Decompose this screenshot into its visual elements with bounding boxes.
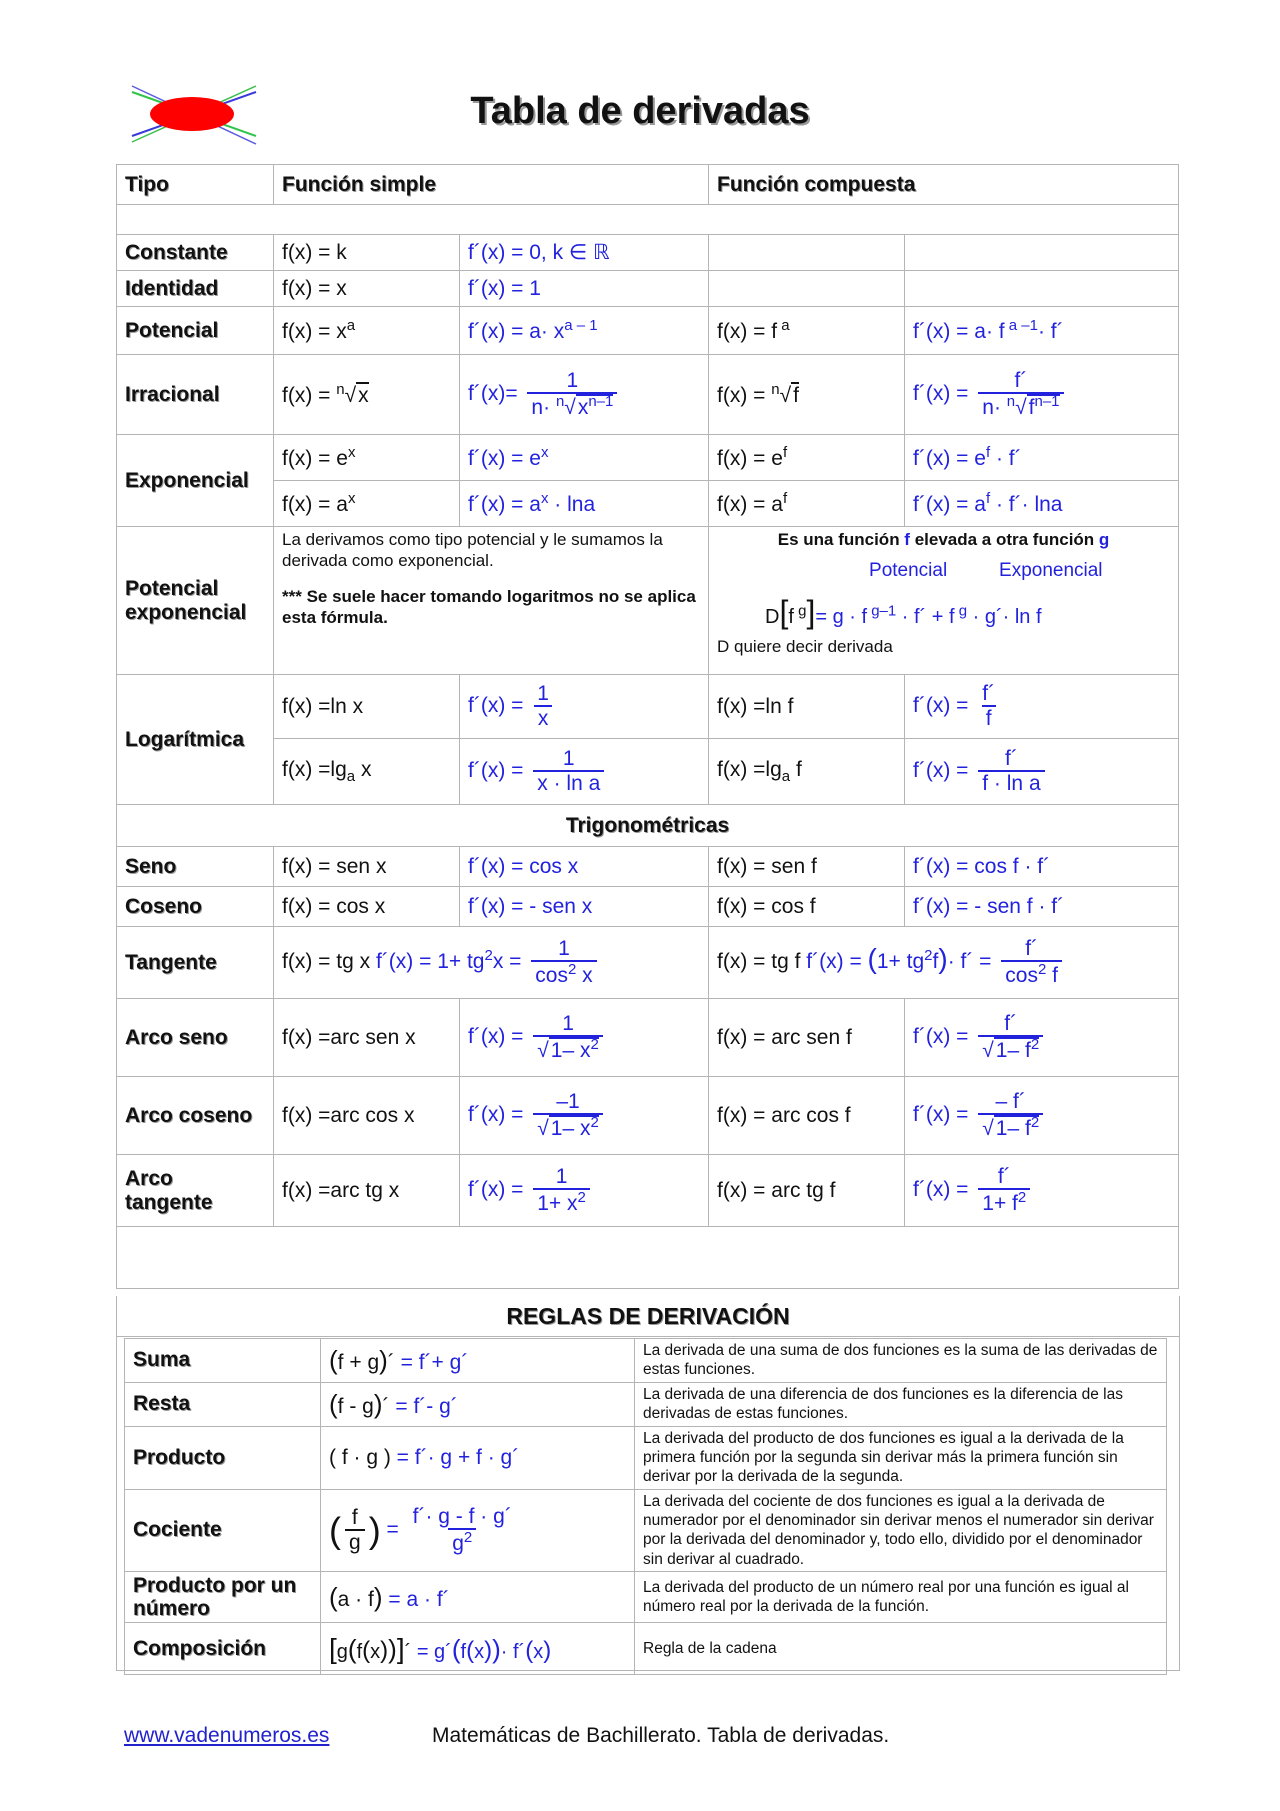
function-cell: f(x) = arc tg f [709,1155,905,1227]
empty-cell [905,271,1179,307]
rule-formula: ( f · g ) = f´· g + f · g´ [321,1426,635,1489]
rule-name: Producto por un número [125,1572,321,1623]
table-row [117,355,1179,435]
potexp-equation: D[f $^g$]= g · f $^{g-1}$ · f´ + f $^g$ · g´· ln f [765,594,1042,631]
table-row [117,1077,1179,1155]
rule-description: La derivada del producto de un número real por una función es igual al número real por la derivada de la función. [635,1572,1167,1623]
derivative-cell: f´(x) = $e^f$ · f´ [905,435,1179,481]
function-cell: f(x) = x [274,271,460,307]
potexp-explanation [274,527,709,675]
table-row [117,847,1179,887]
rule-name: Resta [125,1382,321,1426]
tangent-simple-cell: f(x) = tg x f´(x) = $1+ tg^2x$ = $\frac{1}{\cos^2 x}$ [274,927,709,999]
type-label: Constante [117,235,274,271]
label-potencial: Potencial [869,560,948,582]
potexp-formula [709,527,1179,675]
page-title: Tabla de derivadas [470,90,810,132]
type-label: Coseno [117,887,274,927]
function-cell: f(x) = cos x [274,887,460,927]
footer-link[interactable]: www.vadenumeros.es [124,1724,330,1747]
derivative-cell: f´(x) = $\frac{1}{1+ x^2}$ [460,1155,709,1227]
derivative-cell: f´(x) = $\frac{- f´}{√1- f^2}$ [905,1077,1179,1155]
function-cell: f(x) = sen x [274,847,460,887]
table-row [117,235,1179,271]
rule-description: La derivada de una suma de dos funciones es la suma de las derivadas de estas funciones. [635,1339,1167,1383]
function-cell: $f(x) =\lg_a$ x [274,739,460,805]
rule-description: La derivada del producto de dos funciones es igual a la derivada de la primera función por la segunda sin derivar más la primera función sin derivar por la derivada de la segunda. [635,1426,1167,1489]
rule-name: Suma [125,1339,321,1383]
spacer-cell [117,205,1179,235]
rule-formula: ( $\frac{f}{g}$ ) = $\frac{f´\cdot g - f \cdot g´}{g^2}$ [321,1489,635,1572]
empty-cell [905,235,1179,271]
potexp-footnote: D quiere decir derivada [717,637,893,657]
derivative-cell: f´(x) = $\frac{-1}{√1- x^2}$ [460,1077,709,1155]
function-cell: f(x) =arc cos x [274,1077,460,1155]
derivative-cell: f´(x)= $\frac{1}{n\cdot ^n√x^{n-1}}$ [460,355,709,435]
table-row [117,739,1179,805]
rule-description: La derivada de una diferencia de dos funciones es la diferencia de las derivadas de estas funciones. [635,1382,1167,1426]
rule-description: La derivada del cociente de dos funciones es igual a la derivada de numerador por el denominador sin derivar menos el numerador sin derivar por la derivada del denominador y, todo ello, dividido por el denominador sin derivar al cuadrado. [635,1489,1167,1572]
rule-row [125,1623,1167,1675]
table-row [117,887,1179,927]
empty-cell [709,235,905,271]
rule-name: Composición [125,1623,321,1675]
rule-formula: [g(f(x))]´ = g´(f(x))· f´(x) [321,1623,635,1675]
spacer-cell [117,1227,1179,1289]
rules-table [124,1338,1167,1675]
rule-row [125,1339,1167,1383]
derivative-cell: f´(x) = $\frac{f´}{1+ f^2}$ [905,1155,1179,1227]
function-cell: f(x) =ln x [274,675,460,739]
type-label: Exponencial [117,435,274,527]
trig-header-row [117,805,1179,847]
table-row [117,271,1179,307]
derivative-cell: f´(x) = $\frac{1}{x}$ [460,675,709,739]
function-cell: $f(x) = a^x$ [274,481,460,527]
rule-formula: (f + g)´ = f´+ g´ [321,1339,635,1383]
derivative-cell: f´(x) = $a^f$ · f´· lna [905,481,1179,527]
table-row [117,927,1179,999]
potexp-text: La derivamos como tipo potencial y le sumamos la derivada como exponencial. [282,530,663,571]
function-cell: f(x) = $^n$√f [709,355,905,435]
function-cell: $f(x) = a^f$ [709,481,905,527]
function-cell: f(x) =arc sen x [274,999,460,1077]
spacer-row [117,1227,1179,1289]
rule-name: Cociente [125,1489,321,1572]
type-label: Potencial [117,307,274,355]
derivative-cell: f´(x) = a· f $^{a -1}$· f´ [905,307,1179,355]
tangent-composite-cell: f(x) = tg f f´(x) = $(1+ tg^2f)\cdot$ f´ = $\frac{f´}{\cos^2 f}$ [709,927,1179,999]
function-cell: $f(x) =\lg_a$ f [709,739,905,805]
function-cell: f(x) =arc tg x [274,1155,460,1227]
type-label: Arco tangente [117,1155,274,1227]
table-row [117,675,1179,739]
function-cell: $f(x) = e^f$ [709,435,905,481]
function-cell: f(x) = sen f [709,847,905,887]
table-row [117,481,1179,527]
function-cell: f(x) = cos f [709,887,905,927]
footer-text: Matemáticas de Bachillerato. Tabla de derivadas. [432,1724,890,1747]
type-label: Logarítmica [117,675,274,805]
derivative-cell: f´(x) = $\frac{f´}{n\cdot ^n√f^{n-1}}$ [905,355,1179,435]
derivative-cell: f´(x) = $\frac{1}{\text{x · ln a}}$ [460,739,709,805]
derivatives-table [116,164,1179,1289]
rule-row [125,1382,1167,1426]
rule-row [125,1489,1167,1572]
table-row [117,1155,1179,1227]
function-cell: f(x) = f $^a$ [709,307,905,355]
label-exponencial: Exponencial [999,560,1103,582]
table-row [117,435,1179,481]
table-row [117,999,1179,1077]
rule-name: Producto [125,1426,321,1489]
derivative-cell: f´(x) = $\frac{f´}{√1- f^2}$ [905,999,1179,1077]
rules-title: REGLAS DE DERIVACIÓN [116,1296,1180,1337]
header-simple: Función simple [274,165,709,205]
spacer-row [117,205,1179,235]
function-cell: f(x) = arc sen f [709,999,905,1077]
type-label: Tangente [117,927,274,999]
derivative-cell: f´(x) = $\frac{f´}{f}$ [905,675,1179,739]
derivative-cell: f´(x) = 0, k ∈ ℝ [460,235,709,271]
derivative-cell: f´(x) = $a^x \cdot \ln a$ [460,481,709,527]
rule-row [125,1572,1167,1623]
empty-cell [709,271,905,307]
rule-row [125,1426,1167,1489]
type-label: Seno [117,847,274,887]
type-label: Arco coseno [117,1077,274,1155]
derivative-cell: f´(x) = cos f · f´ [905,847,1179,887]
table-row [117,307,1179,355]
type-label: Arco seno [117,999,274,1077]
derivative-cell: f´(x) = $\frac{1}{√1- x^2}$ [460,999,709,1077]
type-label: Identidad [117,271,274,307]
function-cell: $f(x) = x^a$ [274,307,460,355]
type-label: Irracional [117,355,274,435]
table-row [117,527,1179,675]
potexp-title: Es una función f elevada a otra función g [777,530,1110,549]
trig-header: Trigonométricas [117,805,1179,847]
derivative-cell: f´(x) = $e^x$ [460,435,709,481]
derivative-cell: f´(x) = - sen f · f´ [905,887,1179,927]
function-cell: f(x) = k [274,235,460,271]
function-cell: f(x) = $^n$√x [274,355,460,435]
function-cell: f(x) =ln f [709,675,905,739]
rule-formula: (f - g)´ = f´- g´ [321,1382,635,1426]
derivative-cell: f´(x) = 1 [460,271,709,307]
type-label: Potencial exponencial [117,527,274,675]
header-tipo: Tipo [117,165,274,205]
rule-description: Regla de la cadena [635,1623,1167,1675]
derivative-cell: f´(x) = - sen x [460,887,709,927]
header-row [117,165,1179,205]
function-cell: f(x) = arc cos f [709,1077,905,1155]
header-compuesta: Función compuesta [709,165,1179,205]
derivative-cell: f´(x) = $\frac{f´}{\text{f · ln a}}$ [905,739,1179,805]
rule-formula: (a · f) = a · f´ [321,1572,635,1623]
derivative-cell: f´(x) = cos x [460,847,709,887]
derivative-cell: f´(x) = $a\cdot x^{a - 1}$ [460,307,709,355]
potexp-note: *** Se suele hacer tomando logaritmos no se aplica esta fórmula. [282,586,696,627]
function-cell: $f(x) = e^x$ [274,435,460,481]
